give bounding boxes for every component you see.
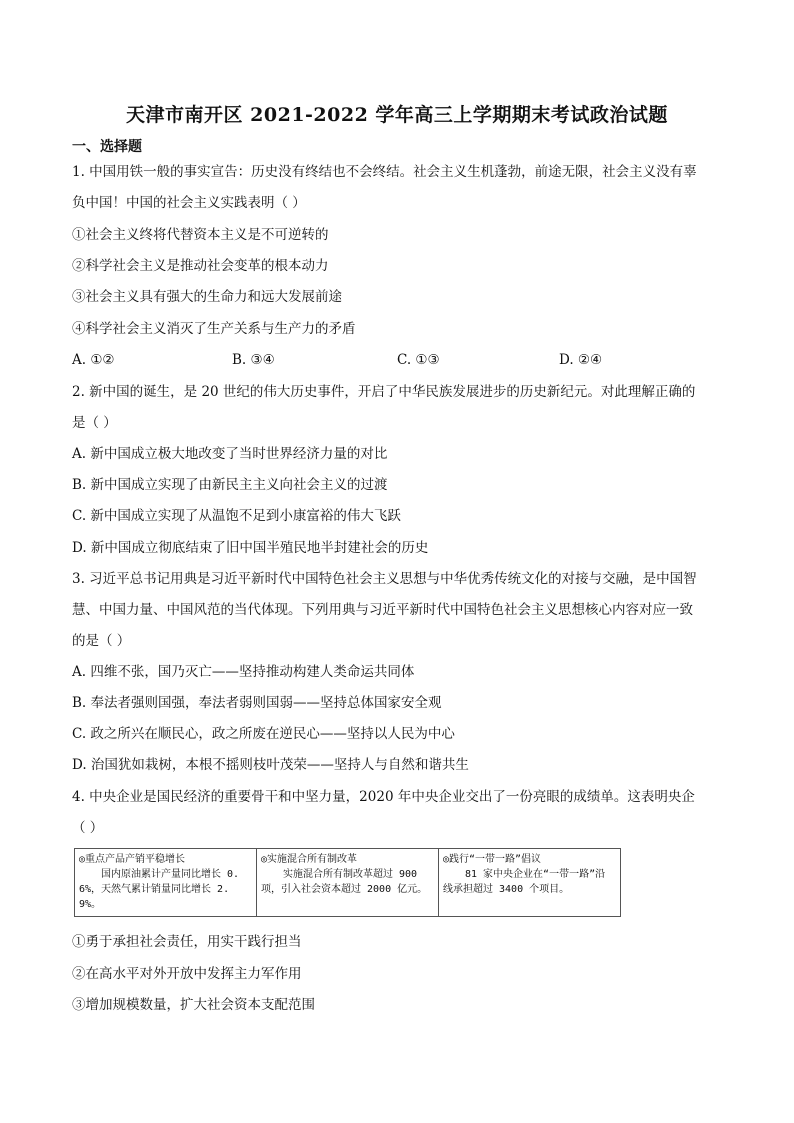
q4-info-cell	[438, 849, 620, 916]
q4-item: ①勇于承担社会责任，用实干践行担当	[72, 934, 302, 950]
q3-stem-line1: 3. 习近平总书记用典是习近平新时代中国特色社会主义思想与中华优秀传统文化的对接与交融，是中国智	[72, 571, 697, 587]
q3-option-a[interactable]: A. 四维不张，国乃灭亡——坚持推动构建人类命运共同体	[72, 664, 415, 680]
q1-item: ①社会主义终将代替资本主义是不可逆转的	[72, 227, 329, 243]
q4-stem-line2: （ ）	[72, 820, 104, 836]
q2-option-d[interactable]: D. 新中国成立彻底结束了旧中国半殖民地半封建社会的历史	[72, 540, 429, 556]
q3-option-c[interactable]: C. 政之所兴在顺民心，政之所废在逆民心——坚持以人民为中心	[72, 726, 455, 742]
q4-info-table	[74, 848, 621, 917]
q2-option-a[interactable]: A. 新中国成立极大地改变了当时世界经济力量的对比	[72, 446, 388, 462]
q3-option-b[interactable]: B. 奉法者强则国强，奉法者弱则国弱——坚持总体国家安全观	[72, 695, 442, 711]
section-heading: 一、选择题	[72, 139, 142, 155]
q1-option-c[interactable]: C. ①③	[397, 352, 440, 368]
q2-stem-line1: 2. 新中国的诞生，是 20 世纪的伟大历史事件，开启了中华民族发展进步的历史新纪元。对此理解正确的	[72, 384, 696, 400]
q4-info-head: ◎重点产品产销平稳增长	[79, 854, 186, 865]
q4-item: ②在高水平对外开放中发挥主力军作用	[72, 966, 302, 982]
q1-stem-line2: 负中国！中国的社会主义实践表明（ ）	[72, 195, 306, 211]
q1-item: ②科学社会主义是推动社会变革的根本动力	[72, 258, 329, 274]
q2-option-c[interactable]: C. 新中国成立实现了从温饱不足到小康富裕的伟大飞跃	[72, 508, 401, 524]
page-title: 天津市南开区 2021-2022 学年高三上学期期末考试政治试题	[126, 104, 668, 126]
q4-info-cell	[256, 849, 438, 916]
q4-info-cell	[75, 849, 256, 916]
q1-option-b[interactable]: B. ③④	[232, 352, 275, 368]
q3-option-d[interactable]: D. 治国犹如栽树，本根不摇则枝叶茂荣——坚持人与自然和谐共生	[72, 757, 469, 773]
q4-info-body: 实施混合所有制改革超过 900 项，引入社会资本超过 2000 亿元。	[261, 869, 428, 895]
q1-option-d[interactable]: D. ②④	[559, 352, 603, 368]
q1-item: ④科学社会主义消灭了生产关系与生产力的矛盾	[72, 321, 356, 337]
q3-stem-line2: 慧、中国力量、中国风范的当代体现。下列用典与习近平新时代中国特色社会主义思想核心内容对应一致	[72, 602, 693, 618]
q4-info-body: 国内原油累计产量同比增长 0.6%，天然气累计销量同比增长 2.9%。	[79, 869, 240, 910]
q4-stem-line1: 4. 中央企业是国民经济的重要骨干和中坚力量，2020 年中央企业交出了一份亮眼的成绩单。这表明央企	[72, 789, 695, 805]
q4-info-head: ◎践行“一带一路”倡议	[443, 854, 542, 865]
q1-item: ③社会主义具有强大的生命力和远大发展前途	[72, 289, 342, 305]
q4-info-head: ◎实施混合所有制改革	[261, 854, 358, 865]
q1-options	[72, 352, 712, 370]
q4-info-body: 81 家中央企业在“一带一路”沿线承担超过 3400 个项目。	[443, 869, 606, 895]
q1-stem-line1: 1. 中国用铁一般的事实宣告：历史没有终结也不会终结。社会主义生机蓬勃，前途无限，社会主义没有辜	[72, 164, 697, 180]
q2-option-b[interactable]: B. 新中国成立实现了由新民主主义向社会主义的过渡	[72, 477, 388, 493]
q3-stem-line3: 的是（ ）	[72, 633, 131, 649]
q1-option-a[interactable]: A. ①②	[72, 352, 115, 368]
q4-item: ③增加规模数量，扩大社会资本支配范围	[72, 997, 315, 1013]
q2-stem-line2: 是（ ）	[72, 415, 117, 431]
